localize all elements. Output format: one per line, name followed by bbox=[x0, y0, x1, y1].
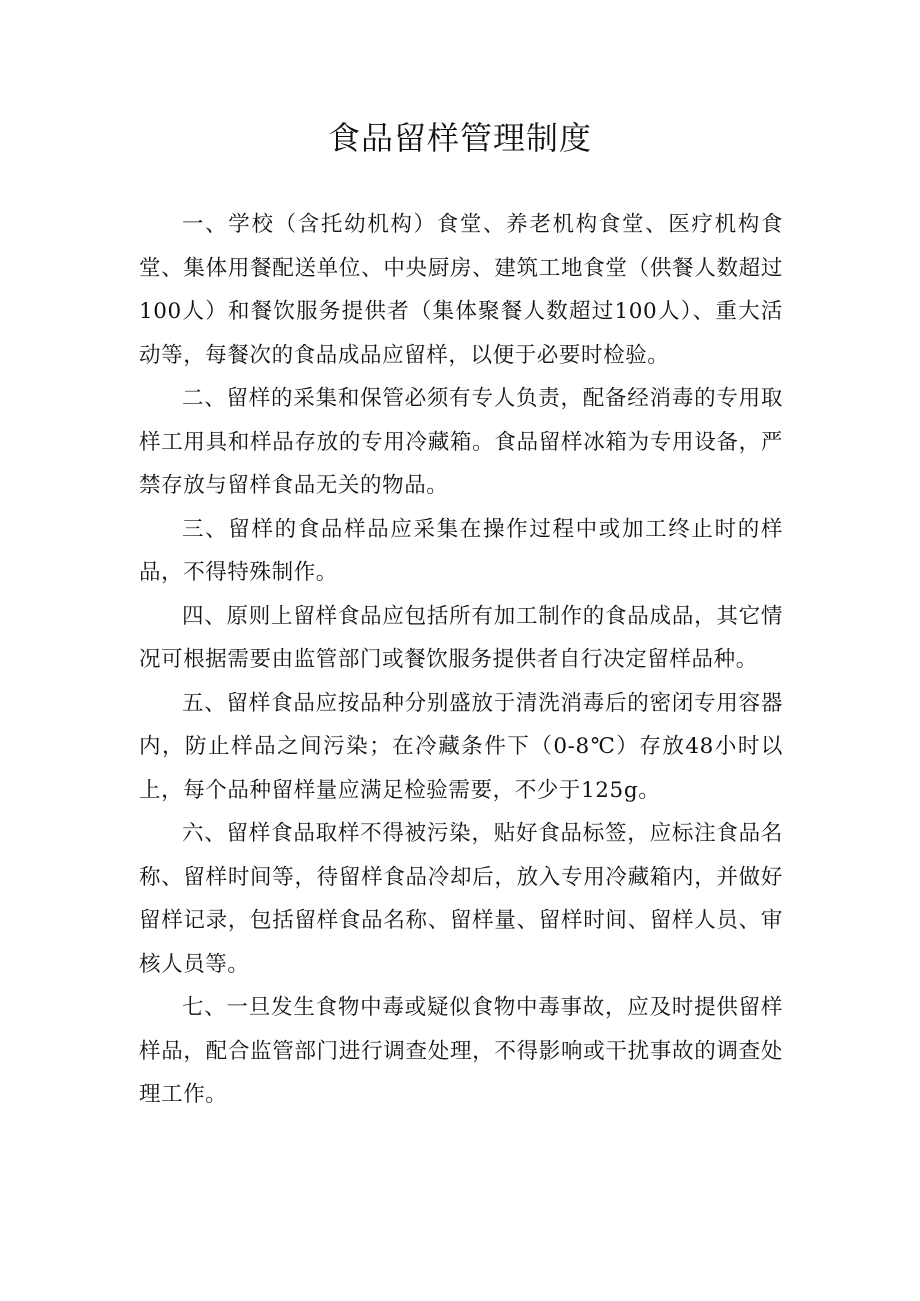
paragraph-2: 二、留样的采集和保管必须有专人负责，配备经消毒的专用取样工用具和样品存放的专用冷藏箱。食品留样冰箱为专用设备，严禁存放与留样食品无关的物品。 bbox=[139, 386, 783, 498]
document-body bbox=[139, 203, 783, 1117]
paragraph-4: 四、原则上留样食品应包括所有加工制作的食品成品，其它情况可根据需要由监管部门或餐饮服务提供者自行决定留样品种。 bbox=[139, 603, 783, 672]
document-title: 食品留样管理制度 bbox=[327, 119, 592, 157]
paragraph-7: 七、一旦发生食物中毒或疑似食物中毒事故，应及时提供留样样品，配合监管部门进行调查处理，不得影响或干扰事故的调查处理工作。 bbox=[139, 995, 783, 1107]
paragraph-1: 一、学校（含托幼机构）食堂、养老机构食堂、医疗机构食堂、集体用餐配送单位、中央厨房、建筑工地食堂（供餐人数超过100人）和餐饮服务提供者（集体聚餐人数超过100人）、重大活动等，每餐次的食品成品应留样，以便于必要时检验。 bbox=[139, 212, 783, 368]
paragraph-6: 六、留样食品取样不得被污染，贴好食品标签，应标注食品名称、留样时间等，待留样食品冷却后，放入专用冷藏箱内，并做好留样记录，包括留样食品名称、留样量、留样时间、留样人员、审核人员等。 bbox=[139, 821, 783, 977]
paragraph-5: 五、留样食品应按品种分别盛放于清洗消毒后的密闭专用容器内，防止样品之间污染；在冷藏条件下（0-8℃）存放48小时以上，每个品种留样量应满足检验需要，不少于125g。 bbox=[139, 690, 783, 803]
paragraph-3: 三、留样的食品样品应采集在操作过程中或加工终止时的样品，不得特殊制作。 bbox=[139, 516, 783, 585]
